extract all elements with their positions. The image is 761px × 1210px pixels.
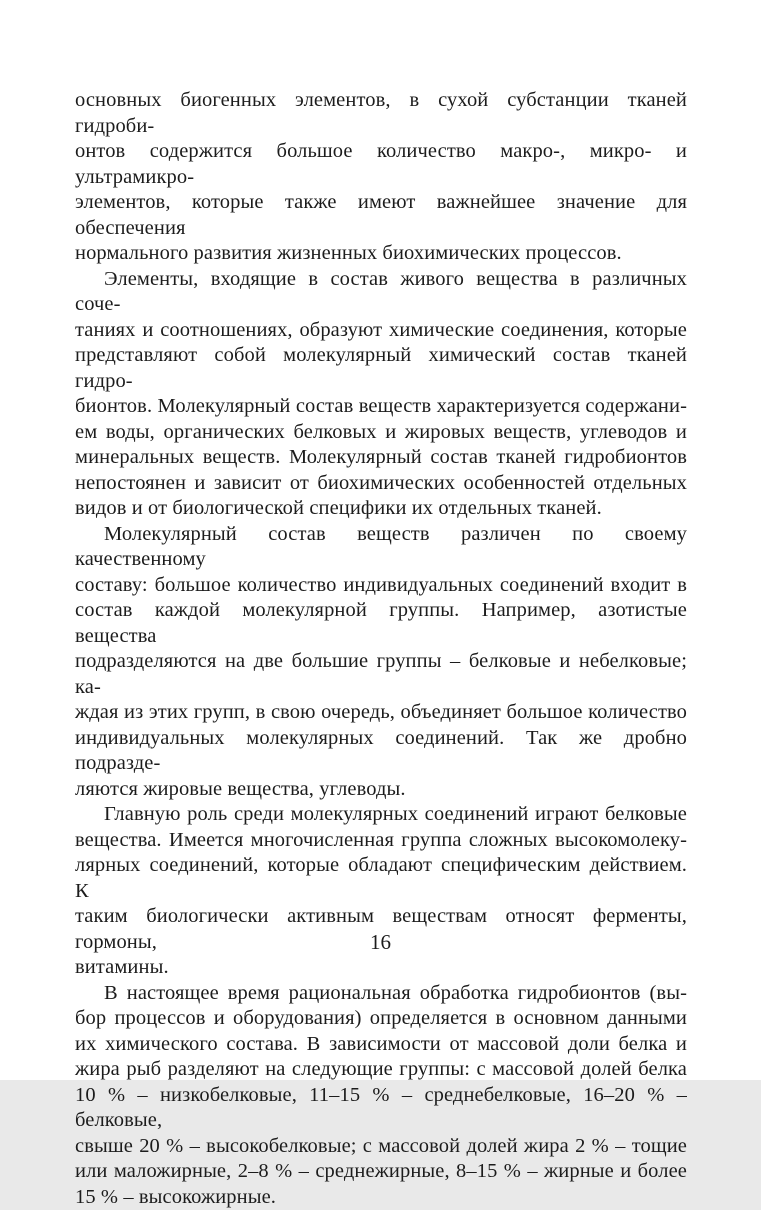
text-line: онтов содержится большое количество макро-, микро- и ультрамикро- xyxy=(75,139,687,190)
text-line: вещества. Имеется многочисленная группа сложных высокомолеку- xyxy=(75,828,687,854)
text-line: бионтов. Молекулярный состав веществ характеризуется содержани- xyxy=(75,394,687,420)
text-line: Элементы, входящие в состав живого вещества в различных соче- xyxy=(75,267,687,318)
text-line: основных биогенных элементов, в сухой субстанции тканей гидроби- xyxy=(75,88,687,139)
text-line: их химического состава. В зависимости от массовой доли белка и xyxy=(75,1032,687,1058)
text-line: бор процессов и оборудования) определяется в основном данными xyxy=(75,1006,687,1032)
text-line: жира рыб разделяют на следующие группы: с массовой долей белка xyxy=(75,1057,687,1083)
text-line: составу: большое количество индивидуальных соединений входит в xyxy=(75,573,687,599)
text-line: элементов, которые также имеют важнейшее значение для обеспечения xyxy=(75,190,687,241)
text-line: индивидуальных молекулярных соединений. Так же дробно подразде- xyxy=(75,726,687,777)
text-line: Главную роль среди молекулярных соединений играют белковые xyxy=(75,802,687,828)
text-line: ляются жировые вещества, углеводы. xyxy=(75,777,687,803)
text-line: нормального развития жизненных биохимических процессов. xyxy=(75,241,687,267)
text-line: 10 % – низкобелковые, 11–15 % – среднебелковые, 16–20 % – белковые, xyxy=(75,1083,687,1134)
text-line: таким биологически активным веществам относят ферменты, гормоны, xyxy=(75,904,687,955)
text-line: видов и от биологической специфики их отдельных тканей. xyxy=(75,496,687,522)
text-line: подразделяются на две большие группы – белковые и небелковые; ка- xyxy=(75,649,687,700)
page-number: 16 xyxy=(0,930,761,955)
text-line: состав каждой молекулярной группы. Например, азотистые вещества xyxy=(75,598,687,649)
text-line: или маложирные, 2–8 % – среднежирные, 8–15 % – жирные и более xyxy=(75,1159,687,1185)
text-line: свыше 20 % – высокобелковые; с массовой долей жира 2 % – тощие xyxy=(75,1134,687,1160)
text-line: витамины. xyxy=(75,955,687,981)
text-block xyxy=(75,88,687,1210)
text-line: непостоянен и зависит от биохимических особенностей отдельных xyxy=(75,471,687,497)
text-line: таниях и соотношениях, образуют химические соединения, которые xyxy=(75,318,687,344)
text-line: минеральных веществ. Молекулярный состав тканей гидробионтов xyxy=(75,445,687,471)
text-line: 15 % – высокожирные. xyxy=(75,1185,687,1210)
text-line: ем воды, органических белковых и жировых веществ, углеводов и xyxy=(75,420,687,446)
text-line: В настоящее время рациональная обработка гидробионтов (вы- xyxy=(75,981,687,1007)
text-line: ждая из этих групп, в свою очередь, объединяет большое количество xyxy=(75,700,687,726)
text-line: представляют собой молекулярный химический состав тканей гидро- xyxy=(75,343,687,394)
text-line: Молекулярный состав веществ различен по своему качественному xyxy=(75,522,687,573)
text-line: лярных соединений, которые обладают специфическим действием. К xyxy=(75,853,687,904)
